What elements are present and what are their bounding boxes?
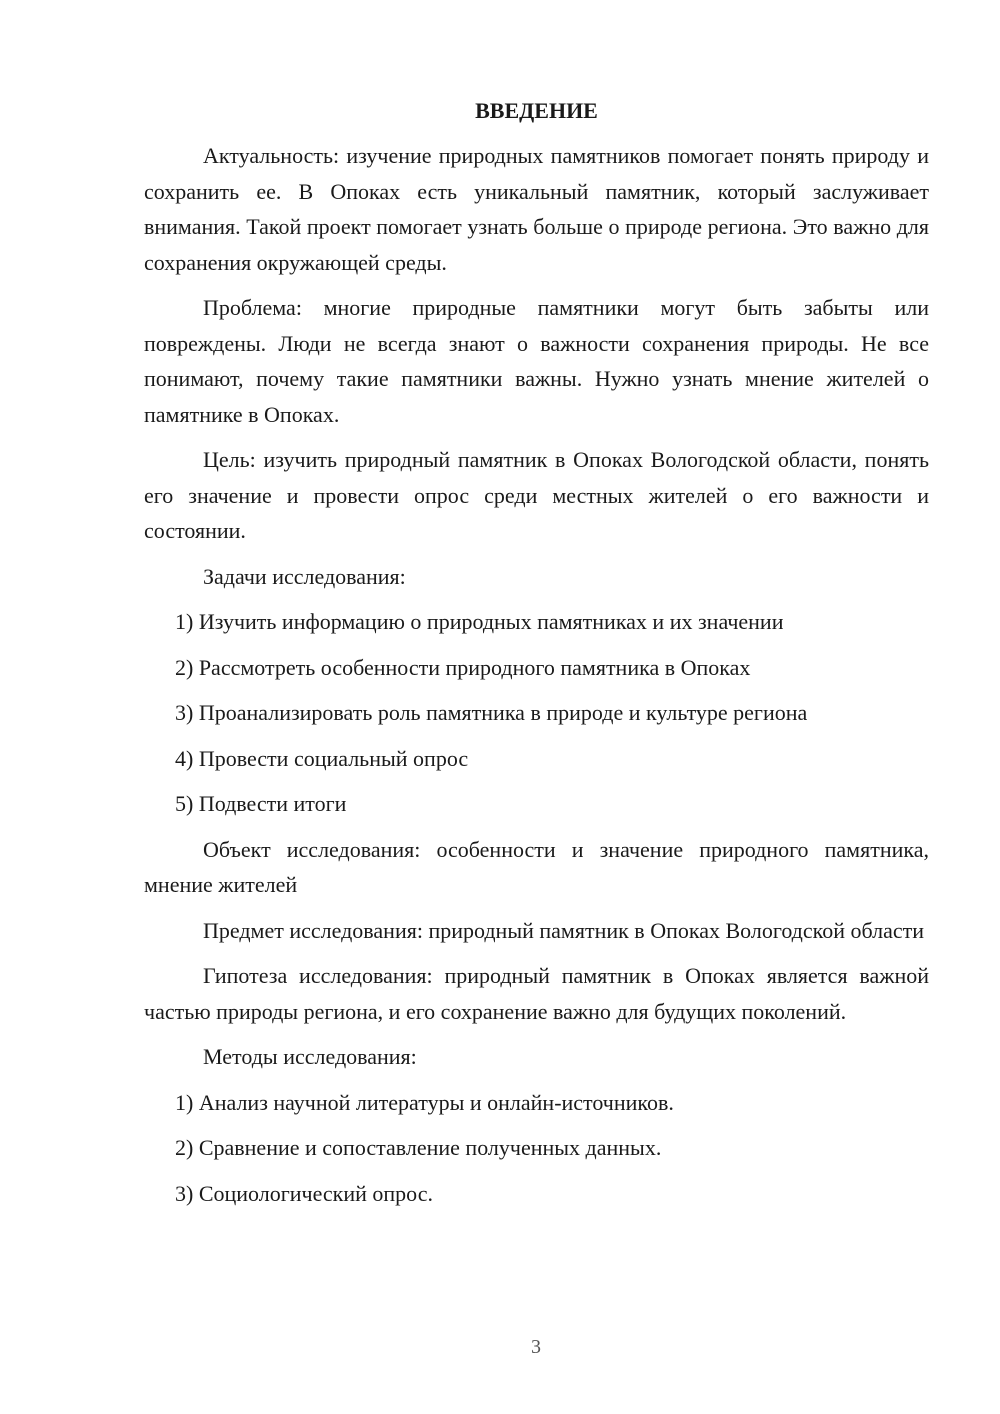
task-item: 1) Изучить информацию о природных памятниках и их значении [175,609,784,634]
task-item: 2) Рассмотреть особенности природного памятника в Опоках [175,654,751,680]
page-content [144,93,929,1221]
page-title: ВВЕДЕНИЕ [475,98,598,123]
tasks-heading: Задачи исследования: [203,563,406,589]
goal-paragraph: Цель: изучить природный памятник в Опоках Вологодской области, понять его значение и провести опрос среди местных жителей о его важности и состоянии. [144,447,929,543]
method-item: 1) Анализ научной литературы и онлайн-источников. [175,1089,674,1115]
object-paragraph: Объект исследования: особенности и значение природного памятника, мнение жителей [144,836,929,897]
problem-paragraph: Проблема: многие природные памятники могут быть забыты или повреждены. Люди не всегда знают о важности сохранения природы. Не все понимают, почему такие памятники важны. Нужно узнать мнение жителей о памятнике в Опоках. [144,295,929,427]
subject-paragraph: Предмет исследования: природный памятник в Опоках Вологодской области [203,917,925,943]
relevance-paragraph: Актуальность: изучение природных памятников помогает понять природу и сохранить ее. В Опоках есть уникальный памятник, который заслуживает внимания. Такой проект помогает узнать больше о природе региона. Это важно для сохранения окружающей среды. [144,143,929,275]
hypothesis-paragraph: Гипотеза исследования: природный памятник в Опоках является важной частью природы региона, и его сохранение важно для будущих поколений. [144,963,929,1024]
page-number: 3 [531,1336,541,1358]
method-item: 3) Социологический опрос. [175,1180,433,1206]
task-item: 3) Проанализировать роль памятника в природе и культуре региона [175,700,808,725]
methods-heading: Методы исследования: [203,1044,417,1069]
task-item: 4) Провести социальный опрос [175,745,469,771]
method-item: 2) Сравнение и сопоставление полученных данных. [175,1135,662,1160]
task-item: 5) Подвести итоги [175,791,347,816]
